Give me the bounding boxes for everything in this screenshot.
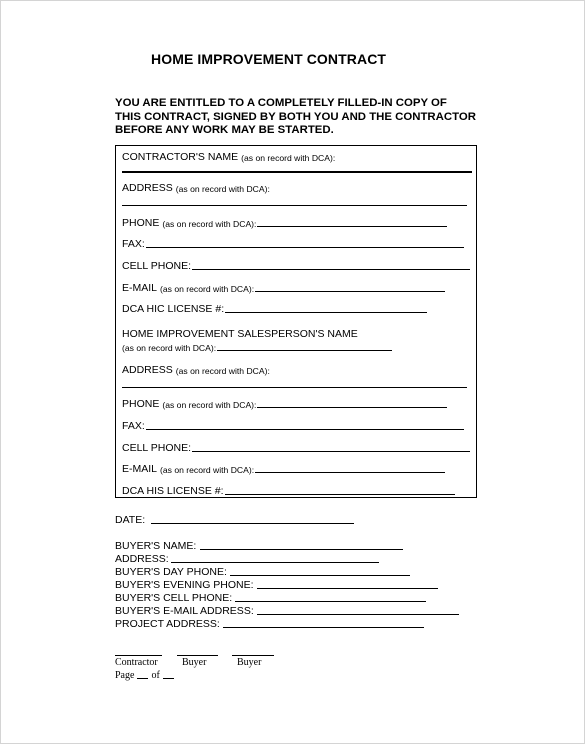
buyer-day-phone-line[interactable] [230, 575, 410, 576]
field-label: PROJECT ADDRESS: [115, 618, 220, 630]
buyer-initial-line[interactable] [177, 655, 218, 656]
contractor-name-field [122, 151, 335, 163]
buyer-address-field [115, 553, 379, 565]
buyer-email-field [115, 605, 459, 617]
field-label: PHONE [122, 398, 160, 410]
buyer-cell-phone-line[interactable] [235, 601, 426, 602]
field-note: (as on record with DCA): [160, 284, 255, 294]
field-label: CELL PHONE: [122, 442, 192, 454]
page-number-blank[interactable] [137, 678, 148, 679]
field-label: ADDRESS [122, 364, 173, 376]
contractor-license-line[interactable] [225, 312, 427, 313]
field-note: (as on record with DCA): [175, 184, 270, 194]
field-note: (as on record with DCA): [162, 400, 257, 410]
field-label: ADDRESS [122, 182, 173, 194]
page-label: Page [115, 670, 135, 681]
field-label: BUYER'S NAME: [115, 540, 197, 552]
salesperson-cell-line[interactable] [192, 451, 470, 452]
salesperson-phone-field [122, 398, 447, 410]
salesperson-license-field [122, 485, 455, 497]
field-label: BUYER'S E-MAIL ADDRESS: [115, 605, 254, 617]
buyer-initial-line[interactable] [232, 655, 274, 656]
salesperson-name-line[interactable] [217, 350, 392, 351]
field-label: ADDRESS: [115, 553, 169, 565]
field-label: E-MAIL [122, 282, 158, 294]
contractor-initial-line[interactable] [115, 655, 162, 656]
field-note: (as on record with DCA): [175, 366, 270, 376]
contractor-cell-line[interactable] [192, 269, 470, 270]
field-label: BUYER'S DAY PHONE: [115, 566, 227, 578]
contractor-name-line[interactable] [122, 171, 472, 173]
contractor-label: Contractor [115, 657, 158, 668]
salesperson-name-field [122, 328, 358, 340]
field-note: (as on record with DCA): [241, 153, 336, 163]
field-label: DCA HIC LICENSE #: [122, 303, 225, 315]
contractor-phone-line[interactable] [257, 226, 447, 227]
salesperson-license-line[interactable] [225, 494, 455, 495]
contractor-cell-field [122, 260, 470, 272]
field-label: PHONE [122, 217, 160, 229]
salesperson-fax-field [122, 420, 464, 432]
contractor-address-line[interactable] [122, 205, 467, 206]
buyer-label: Buyer [237, 657, 262, 668]
notice-line: YOU ARE ENTITLED TO A COMPLETELY FILLED-IN COPY OF [115, 97, 447, 109]
contractor-info-box [115, 145, 477, 498]
field-label: DCA HIS LICENSE #: [122, 485, 224, 497]
salesperson-address-field [122, 364, 270, 376]
contractor-fax-line[interactable] [146, 247, 464, 248]
buyer-evening-phone-line[interactable] [257, 588, 438, 589]
contractor-address-field [122, 182, 270, 194]
field-note: (as on record with DCA): [160, 465, 255, 475]
salesperson-name-subfield [122, 343, 392, 353]
salesperson-address-line[interactable] [122, 387, 467, 388]
field-label: FAX: [122, 238, 145, 250]
field-label: CONTRACTOR'S NAME [122, 151, 239, 163]
contractor-fax-field [122, 238, 464, 250]
total-pages-blank[interactable] [163, 678, 174, 679]
field-label: BUYER'S CELL PHONE: [115, 592, 233, 604]
contractor-phone-field [122, 217, 447, 229]
buyer-email-line[interactable] [257, 614, 459, 615]
salesperson-cell-field [122, 442, 470, 454]
of-label: of [151, 670, 160, 681]
buyer-name-line[interactable] [200, 549, 403, 550]
salesperson-fax-line[interactable] [146, 429, 464, 430]
project-address-line[interactable] [223, 627, 424, 628]
field-label: HOME IMPROVEMENT SALESPERSON'S NAME [122, 328, 358, 340]
field-note: (as on record with DCA): [162, 219, 257, 229]
salesperson-phone-line[interactable] [257, 407, 447, 408]
date-line[interactable] [151, 523, 354, 524]
contractor-license-field [122, 303, 427, 315]
buyer-name-field [115, 540, 403, 552]
project-address-field [115, 618, 424, 630]
notice-line: BEFORE ANY WORK MAY BE STARTED. [115, 124, 334, 136]
field-label: FAX: [122, 420, 145, 432]
salesperson-email-line[interactable] [255, 472, 445, 473]
buyer-day-phone-field [115, 566, 410, 578]
field-label: E-MAIL [122, 463, 158, 475]
field-label: DATE: [115, 514, 146, 526]
field-label: BUYER'S EVENING PHONE: [115, 579, 254, 591]
date-field [115, 514, 354, 526]
salesperson-email-field [122, 463, 445, 475]
notice-block [115, 97, 476, 138]
field-note: (as on record with DCA): [122, 343, 217, 353]
document-title: HOME IMPROVEMENT CONTRACT [151, 51, 387, 67]
field-label: CELL PHONE: [122, 260, 192, 272]
page-of-counter [115, 670, 177, 681]
buyer-evening-phone-field [115, 579, 438, 591]
buyer-cell-phone-field [115, 592, 426, 604]
contractor-email-field [122, 282, 445, 294]
contractor-email-line[interactable] [255, 291, 445, 292]
notice-line: THIS CONTRACT, SIGNED BY BOTH YOU AND THE CONTRACTOR [115, 110, 476, 123]
buyer-address-line[interactable] [171, 562, 379, 563]
buyer-label: Buyer [182, 657, 207, 668]
